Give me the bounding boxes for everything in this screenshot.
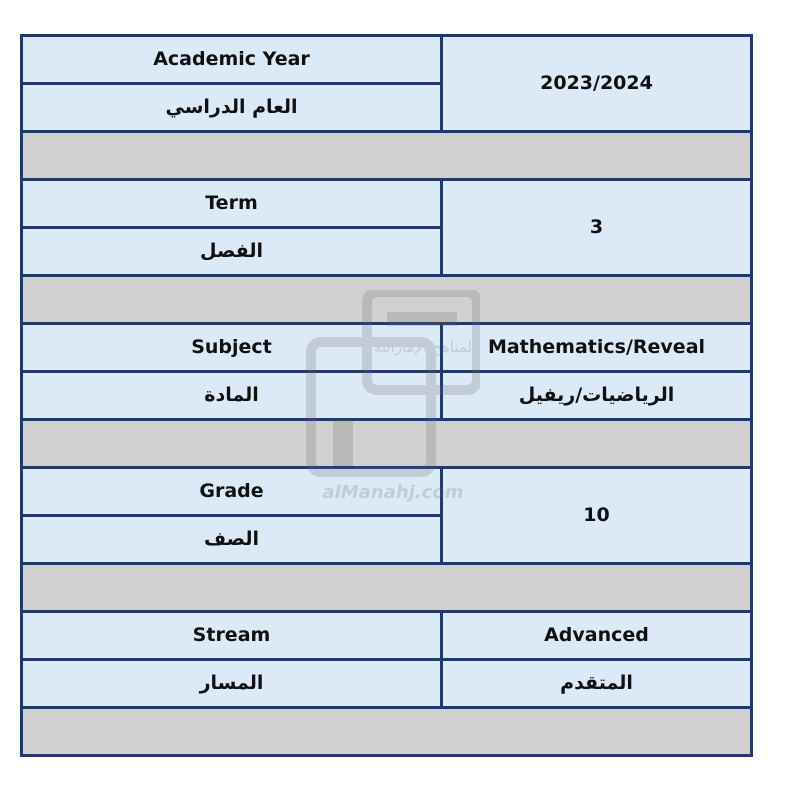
- separator-row: [22, 132, 752, 180]
- table-row: [22, 180, 752, 228]
- separator-row: [22, 708, 752, 756]
- stream-value-en: Advanced: [442, 612, 752, 660]
- subject-label-ar: المادة: [22, 372, 442, 420]
- separator: [22, 132, 752, 180]
- grade-label-en: Grade: [22, 468, 442, 516]
- academic-year-label-ar: العام الدراسي: [22, 84, 442, 132]
- subject-label-en: Subject: [22, 324, 442, 372]
- academic-year-value: 2023/2024: [442, 36, 752, 132]
- grade-label-ar: الصف: [22, 516, 442, 564]
- separator-row: [22, 420, 752, 468]
- table-row: [22, 468, 752, 516]
- stream-value-ar: المتقدم: [442, 660, 752, 708]
- separator: [22, 276, 752, 324]
- table-row: [22, 372, 752, 420]
- term-value: 3: [442, 180, 752, 276]
- table-row: [22, 612, 752, 660]
- separator: [22, 564, 752, 612]
- grade-value: 10: [442, 468, 752, 564]
- subject-value-en: Mathematics/Reveal: [442, 324, 752, 372]
- stream-label-en: Stream: [22, 612, 442, 660]
- table-row: [22, 36, 752, 84]
- academic-year-label-en: Academic Year: [22, 36, 442, 84]
- subject-value-ar: الرياضيات/ريفيل: [442, 372, 752, 420]
- table-row: [22, 324, 752, 372]
- term-label-en: Term: [22, 180, 442, 228]
- separator: [22, 420, 752, 468]
- watermark-text-en: alManahj.com: [322, 482, 464, 503]
- separator-row: [22, 276, 752, 324]
- separator-row: [22, 564, 752, 612]
- watermark-text-ar: المناهج الإماراتية: [373, 338, 477, 356]
- term-label-ar: الفصل: [22, 228, 442, 276]
- separator: [22, 708, 752, 756]
- stream-label-ar: المسار: [22, 660, 442, 708]
- table-row: [22, 660, 752, 708]
- info-table: [20, 34, 753, 757]
